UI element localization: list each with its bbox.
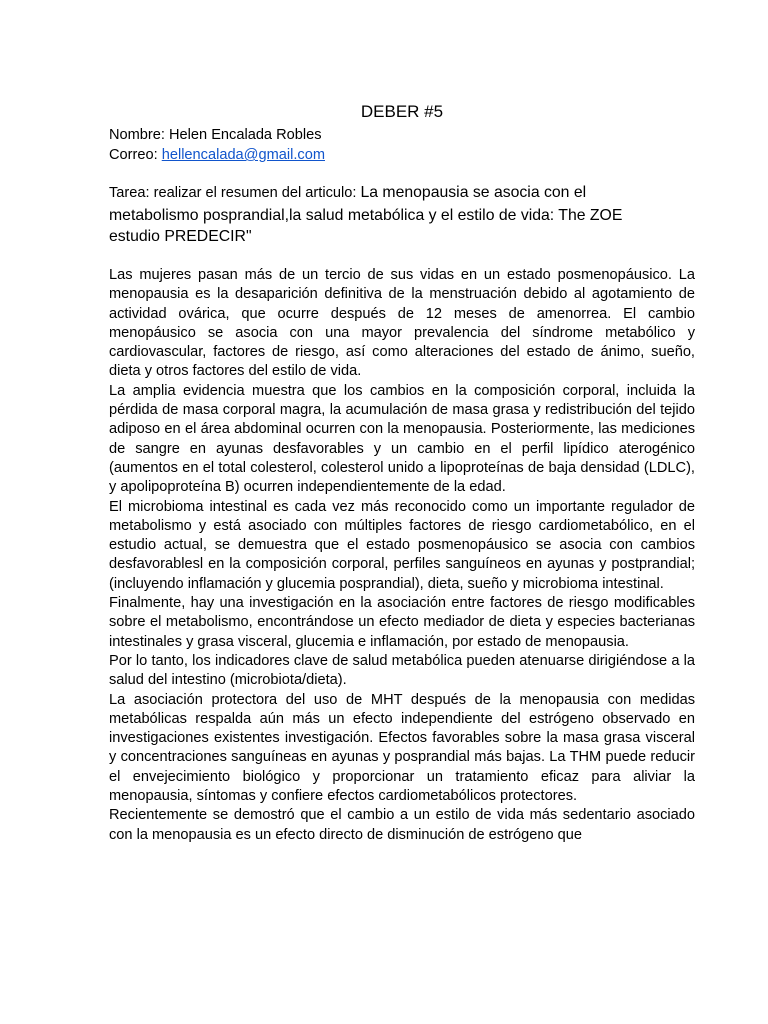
paragraph-5: Por lo tanto, los indicadores clave de salud metabólica pueden atenuarse dirigiéndose a la salud del intestino (microbiota/dieta). [109,652,695,689]
task-article-title: La menopausia se asocia con el metabolismo posprandial,la salud metabólica y el estilo de vida: The ZOE estudio PREDECIR" [109,184,623,245]
email-label: Correo: [109,147,162,163]
task-description [109,182,669,248]
paragraph-6: La asociación protectora del uso de MHT después de la menopausia con medidas metabólicas respalda aún más un efecto independiente del estrógeno observado en investigaciones existentes investigación. Efectos favorables sobre la masa grasa visceral y concentraciones sanguíneas en ayunas y posprandial más bajas. La THM puede reducir el envejecimiento biológico y proporcionar un tratamiento eficaz para aliviar la menopausia, síntomas y confiere efectos cardiometabólicos protectores. [109,691,695,805]
summary-body [109,266,695,845]
document-title: DEBER #5 [360,102,444,121]
task-lead: Tarea: realizar el resumen del articulo: [109,185,361,201]
paragraph-3: El microbioma intestinal es cada vez más reconocido como un importante regulador de metabolismo y está asociado con múltiples factores de riesgo cardiometabólico, en el estudio actual, se demuestra que el estado posmenopáusico se asocia con cambios desfavorablesl en la composición corporal, perfiles sanguíneos en ayunas y postprandial; (incluyendo inflamación y glucemia posprandial), dieta, sueño y microbioma intestinal. [109,498,695,592]
email-link[interactable]: hellencalada@gmail.com [161,147,325,163]
author-name-line: Nombre: Helen Encalada Robles [109,127,322,143]
paragraph-7: Recientemente se demostró que el cambio a un estilo de vida más sedentario asociado con la menopausia es un efecto directo de disminución de estrógeno que [109,807,695,843]
paragraph-1: Las mujeres pasan más de un tercio de sus vidas en un estado posmenopáusico. La menopausia es la desaparición definitiva de la menstruación debido al agotamiento de actividad ovárica, que ocurre después de 12 meses de amenorrea. El cambio menopáusico se asocia con una mayor prevalencia del síndrome metabólico y cardiovascular, factores de riesgo, así como alteraciones del estado de ánimo, sueño, dieta y otros factores del estilo de vida. [109,267,695,380]
paragraph-2: La amplia evidencia muestra que los cambios en la composición corporal, incluida la pérdida de masa corporal magra, la acumulación de masa grasa y redistribución del tejido adiposo en el área abdominal ocurren con la menopausia. Posteriormente, las mediciones de sangre en ayunas desfavorables y un cambio en el perfil lipídico aterogénico (aumentos en el total colesterol, colesterol unido a lipoproteínas de baja densidad (LDLC), y apolipoproteína B) ocurren independientemente de la edad. [109,382,695,496]
paragraph-4: Finalmente, hay una investigación en la asociación entre factores de riesgo modificables sobre el metabolismo, encontrándose un efecto mediador de dieta y especies bacterianas intestinales y grasa visceral, glucemia e inflamación, por estado de menopausia. [109,595,695,650]
email-line [109,146,325,165]
